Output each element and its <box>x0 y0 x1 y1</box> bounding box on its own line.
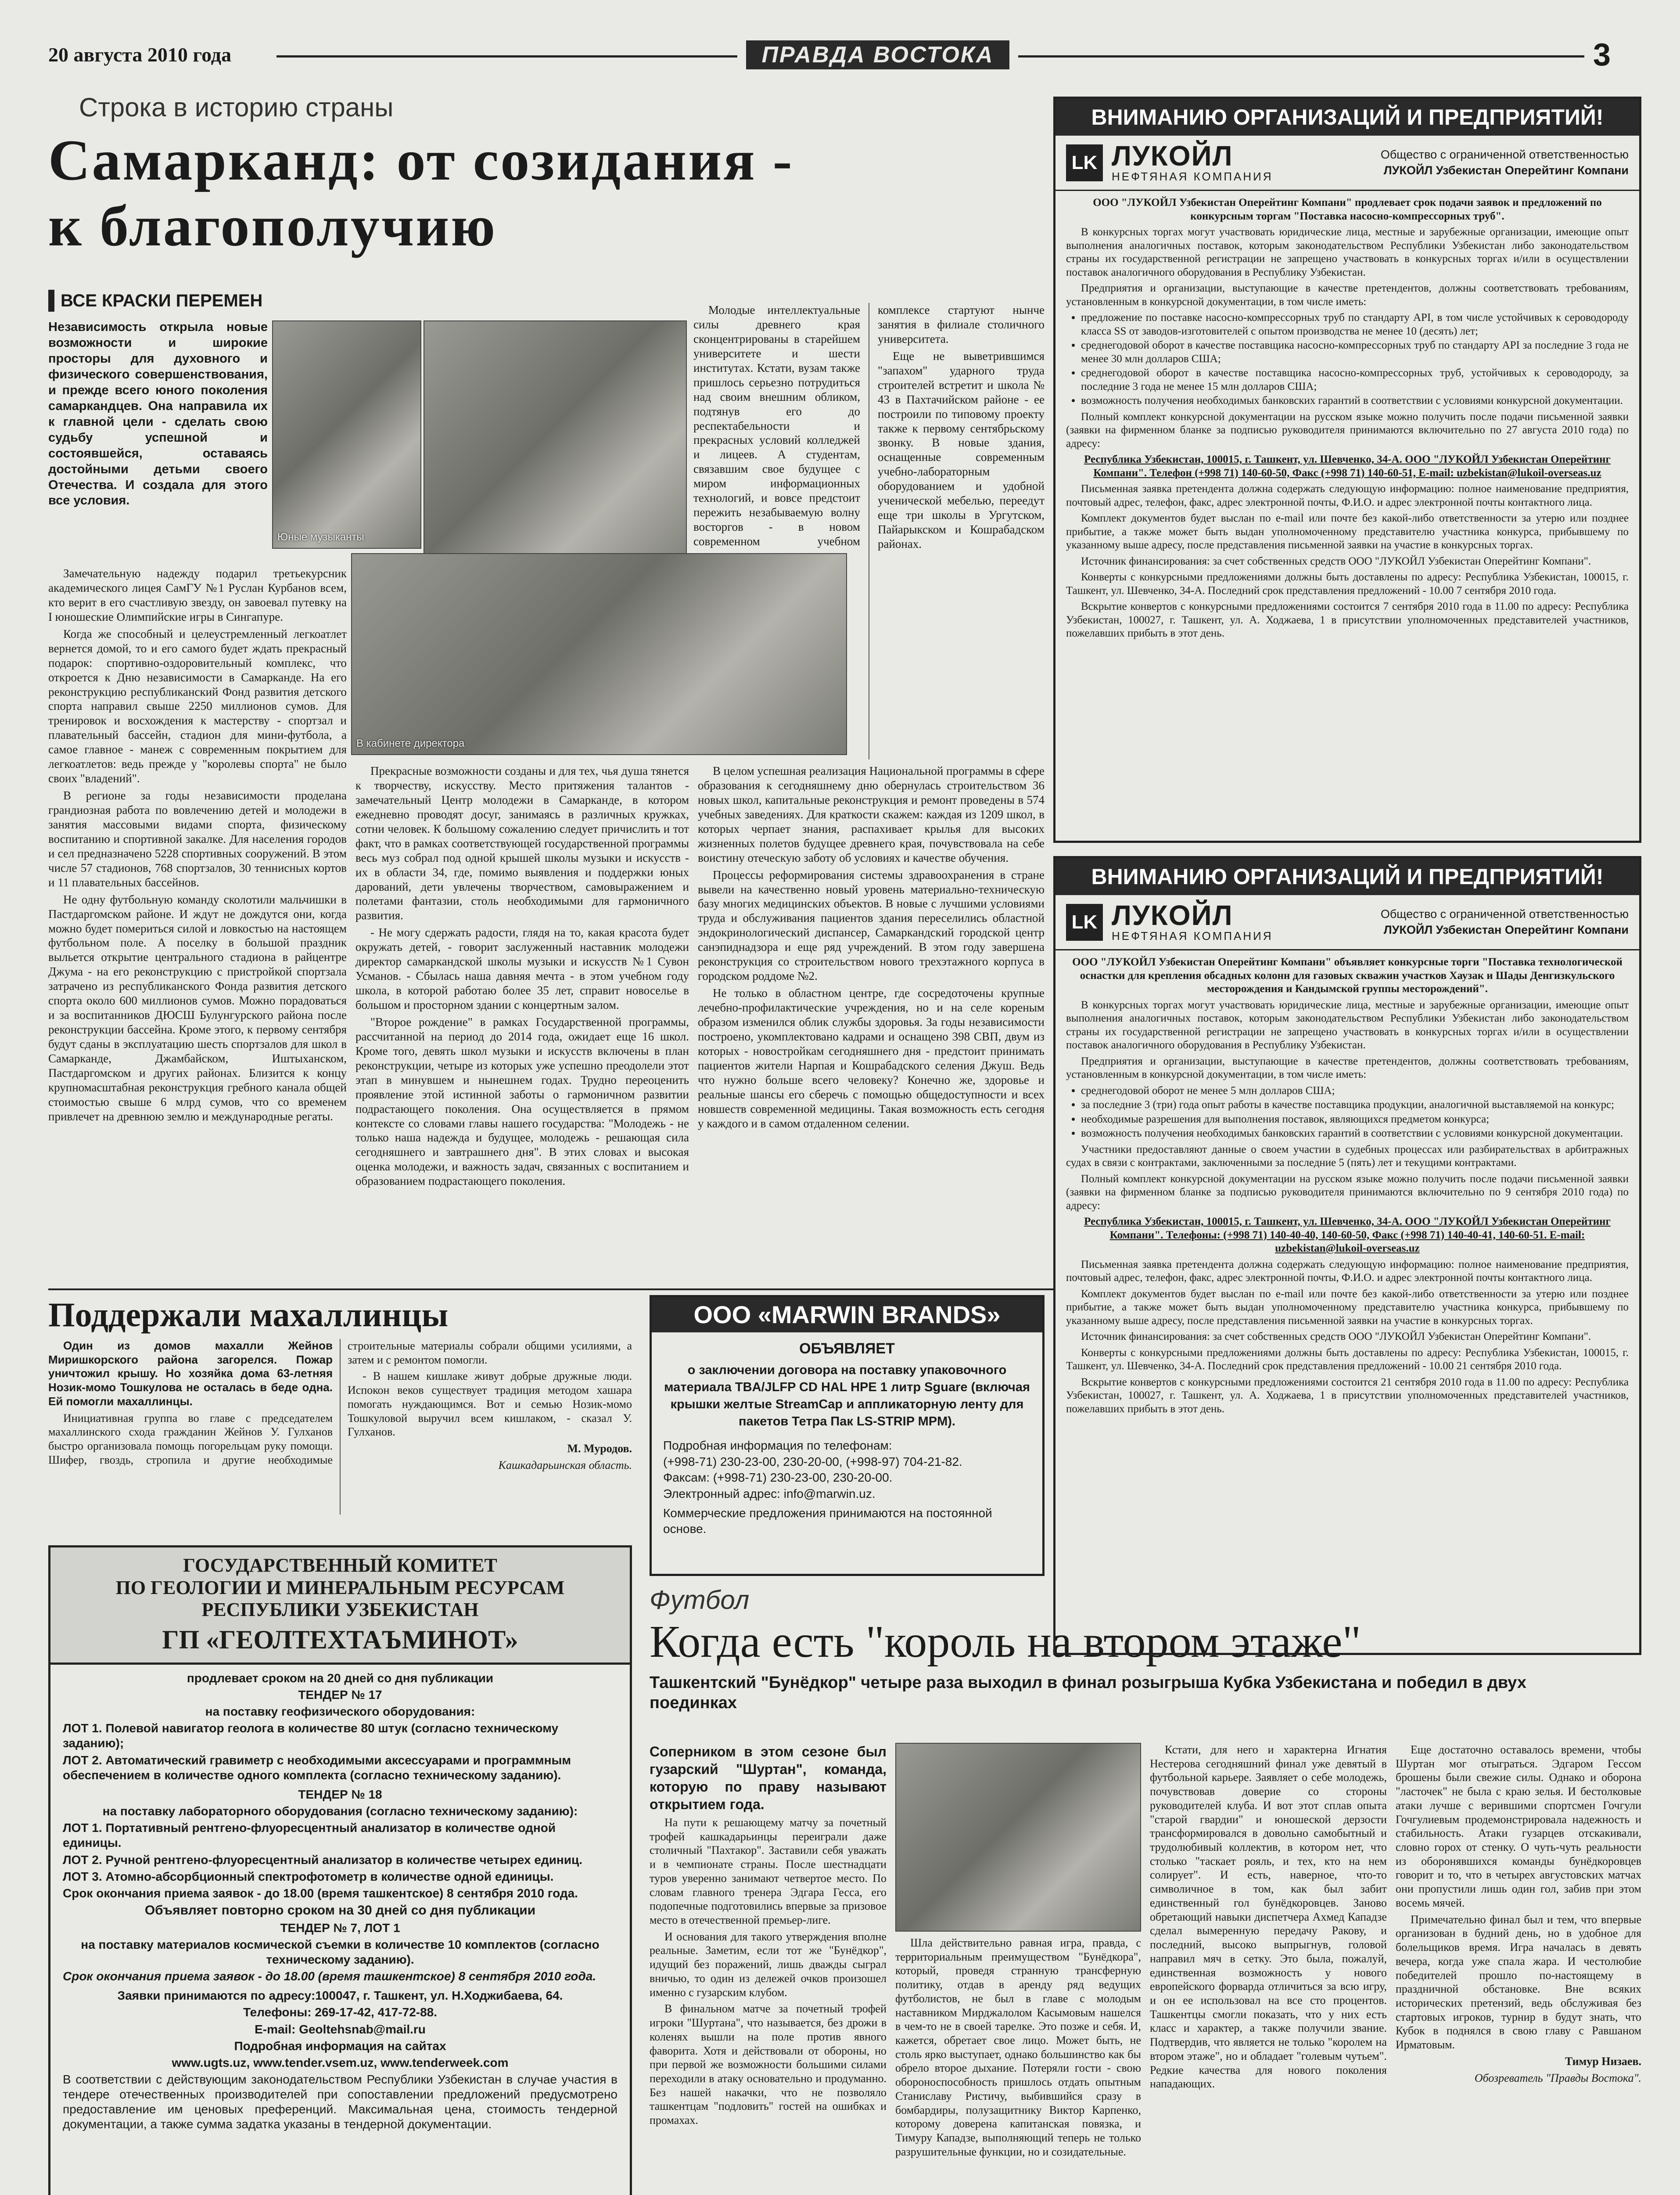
article-paragraph: Не одну футбольную команду сколотили мальчишки в Пастдаргомском районе. И ждут не дождутся они, когда можно будет помериться силой и ловкостью на настоящем футбольном поле. А поселку в большой праздник выльется открытие центрального стадиона в райцентре Джума - на его реконструкцию с пристройкой спортзала затрачено из республиканского Фонда развития детского спорта около 600 миллионов сумов. Можно порадоваться и за воспитанников ДЮСШ Булунгурского района после реконструкции бассейна. Кроме этого, к первому сентября будут сданы в эксплуатацию шесть спортзалов для школ в Самаркандe, Джамбайском, Иштыханском, Пастдаргомском и других районах. Близится к концу крупномасштабная реконструкция гребного канала общей стоимостью свыше 6 млрд сумов, что со временем привлечет на древнюю землю и международные регаты. <box>48 892 347 1123</box>
issue-date: 20 августа 2010 года <box>48 43 232 66</box>
marwin-announces: ОБЪЯВЛЯЕТ <box>799 1340 895 1357</box>
football-paragraph: В финальном матче за почетный трофей игроки "Шуртана", что называется, без дрожи в коленях вышли на поле против явного фаворита. Хотя и действовали от обороны, но при первой же возможности большими силами переходили в атаку основательно и продуманно. Без нашей накачки, что не позволяло ташкентцам "подловить" гостей на ошибках и промахах. <box>650 2002 887 2127</box>
geology-lot: ЛОТ 1. Портативный рентгено-флуоресцентный анализатор в количестве одной единицы. <box>63 1821 556 1850</box>
geology-lot: ЛОТ 1. Полевой навигатор геолога в количестве 80 штук (согласно техническому заданию); <box>63 1721 559 1750</box>
football-col4 <box>1396 1743 1641 2195</box>
paper-logo: ПРАВДА ВОСТОКА <box>746 40 1009 69</box>
football-title: Когда есть "король на втором этаже" <box>650 1616 1361 1667</box>
lukoil-1-paragraph: Письменная заявка претендента должна содержать следующую информацию: полное наименование предприятия, почтовый адрес, телефон, факс, адрес электронной почты, Ф.И.О. и адрес электронной почты контактного лица. <box>1066 483 1629 508</box>
article-paragraph: Замечательную надежду подарил третьекурсник академического лицея СамГУ №1 Руслан Курбанов всем, кто верит в его счастливую звезду, он завоевал путевку на I юношеские Олимпийские игры в Сингапуре. <box>48 567 347 623</box>
lukoil-1-company-name: ЛУКОЙЛ Узбекистан Оперейтинг Компани <box>1383 163 1629 177</box>
football-author: Тимур Низаев. <box>1565 2055 1641 2068</box>
lukoil-1-logo-name: ЛУКОЙЛ <box>1112 140 1233 172</box>
geology-lot: ЛОТ 2. Ручной рентгено-флуоресцентный анализатор в количестве четырех единиц. <box>63 1853 583 1867</box>
mahalla-title: Поддержали махаллинцы <box>48 1295 449 1334</box>
lukoil-2-banner: ВНИМАНИЮ ОРГАНИЗАЦИЙ И ПРЕДПРИЯТИЙ! <box>1055 858 1639 895</box>
marwin-phones: (+998-71) 230-23-00, 230-20-00, (+998-97) 704-21-82. <box>663 1454 962 1468</box>
lukoil-ad-1 <box>1053 97 1641 843</box>
marwin-fax: Факсам: (+998-71) 230-23-00, 230-20-00. <box>663 1471 893 1485</box>
lukoil-2-requirement: • возможность получения необходимых банковских гарантий в соответствии с условиями конкурсной документации. <box>1081 1127 1629 1141</box>
geology-announces2: Объявляет повторно сроком на 30 дней со дня публикации <box>144 1903 536 1918</box>
lukoil-2-company-name: ЛУКОЙЛ Узбекистан Оперейтинг Компани <box>1383 923 1629 936</box>
geology-deadline: Срок окончания приема заявок - до 18.00 (время ташкентское) 8 сентября 2010 года. <box>63 1886 578 1900</box>
lukoil-2-paragraph: Полный комплект конкурсной документации на русском языке можно получить после подачи письменной заявки (заявки на фирменном бланке за подписью руководителя принимаются включительно по 9 сентября 2010 года) по адресу: <box>1066 1173 1629 1212</box>
article-paragraph: Процессы реформирования системы здравоохранения в стране вывели на качественно новый уровень материально-техническую базу многих медицинских объектов. В новые с лучшими условиями труда и обслуживания пациентов здания переселились областной эндокринологический диспансер, Самаркандский городской центр санэпиднадзора и еще ряд учреждений. В этом году завершена реконструкция со строительством нового трехэтажного корпуса в городском роддоме №2. <box>698 868 1045 983</box>
football-team-photo <box>895 1743 1141 1932</box>
geology-tender17: ТЕНДЕР № 17 <box>298 1688 382 1702</box>
geology-tender-ad <box>48 1545 632 2195</box>
mahalla-article <box>48 1295 632 1541</box>
football-col2 <box>895 1936 1141 2195</box>
geology-lot: ЛОТ 2. Автоматический гравиметр с необходимыми аксессуарами и программным обеспечением в количестве одного комплекта (согласно техническому заданию). <box>63 1753 571 1782</box>
lukoil-1-requirement: • предложение по поставке насосно-компрессорных труб по стандарту API, в том числе устойчивых к сероводороду класса SS от заводов-изготовителей с опытом производства не менее 10 (десять) лет; <box>1081 311 1629 338</box>
lukoil-1-paragraph: Вскрытие конвертов с конкурсными предложениями состоится 7 сентября 2010 года в 11.00 по адресу: Республика Узбекистан, 100027, г. Ташкент, ул. А. Ходжаева, 1 в присутствии уполномоченных представителей участников, пожелавших прибыть в этот день. <box>1066 601 1629 639</box>
article-body-col2 <box>355 764 689 1282</box>
marwin-ad <box>650 1295 1045 1576</box>
article-paragraph: Еще не выветрившимся "запахом" ударного труда строителей встретит и школа № 43 в Пахтачийском районе - ее построили по типовому проекту также к первому сентябрьскому звонку. В новые здания, оснащенные современным учебно-лабораторным оборудованием и удобной ученической мебелью, переедут еще три школы в Ургутском, Пайарыкском и Кошрабадском районах. <box>878 349 1045 551</box>
football-paragraph: Шла действительно равная игра, правда, с территориальным преимуществом "Бунёдкора", который, проведя странную трансферную политику, отдав в аренду ряд ведущих футболистов, не был в главе с молодым наставником Мирджалолом Касымовым нашелся в чем-то не в своей тарелке. Это позже и себя. И, кажется, обретает свое лицо. Может быть, не столь ярко выступает, однако большинство как бы обрело второе дыхание. Потеряли гости - свою обороноспособность пришлось отдать опытным Станиславу Ристичу, выбившийся сразу в бомбардиры, полузащитнику Виктор Карпенко, которому доверена капитанская повязка, и Тимуру Кападзе, выполняющий теперь не только разрушительные функции, но и созидательные. <box>895 1936 1141 2158</box>
article-body-col1 <box>48 566 347 1282</box>
lukoil-1-paragraph: Конверты с конкурсными предложениями должны быть доставлены по адресу: Республика Узбекистан, 100015, г. Ташкент, ул. Шевченко, 34-А. Последний срок представления предложений - 10.00 7 сентября 2010 года. <box>1066 571 1629 597</box>
mahalla-paragraph: - В нашем кишлаке живут добрые дружные люди. Испокон веков существует традиция методом хашара помогать нуждающимся. Вот и семью Нозик-момо Тошкуловой выручил всем кишлаком, - сказал У. Гулханов. <box>348 1370 632 1439</box>
lukoil-1-paragraph: В конкурсных торгах могут участвовать юридические лица, местные и зарубежные организации, имеющие опыт выполнения аналогичных поставок, которым законодательством Республики Узбекистан либо законодательством страны их государственной регистрации не запрещено участвовать в конкурсных торгах и/или в осуществлении поставок аналогичного оборудования в Республику Узбекистан. <box>1066 226 1629 278</box>
football-paragraph: Еще достаточно оставалось времени, чтобы Шуртан мог отыграться. Эдгаром Гессом брошены были свежие силы. Однако и оборона "ласточек" не была с краю зелья. И бестолковые атаки лучше с верившими спортсмен Гочгули Гочгулиевым продемонстрировала надежность и стабильность. Атаки гузарцев отскакивали, словно горох от стенку. О чуть-чуть реальности из оборонявшихся команды бунёдкоровцев говорит и то, что в четырех августовских матчах они пропустили лишь один гол, забив при этом восемь мячей. <box>1396 1743 1641 1909</box>
football-lead: Соперником в этом сезоне был гузарский "Шуртан", команда, которую по праву называют открытием года. <box>650 1744 887 1812</box>
page-number: 3 <box>1593 37 1611 72</box>
article-title-line2: к благополучию <box>48 194 497 258</box>
lukoil-2-logo-name: ЛУКОЙЛ <box>1112 900 1233 931</box>
mahalla-region: Кашкадарьинская область. <box>498 1458 632 1472</box>
lukoil-2-paragraph: В конкурсных торгах могут участвовать юридические лица, местные и зарубежные организации, имеющие опыт выполнения аналогичных поставок, которым законодательством Республики Узбекистан либо законодательством страны их государственной регистрации не запрещено участвовать в конкурсных торгах и/или в осуществлении поставок аналогичного оборудования в Республику Узбекистан. <box>1066 999 1629 1051</box>
geology-header-2: ПО ГЕОЛОГИИ И МИНЕРАЛЬНЫМ РЕСУРСАМ <box>115 1576 565 1598</box>
football-paragraph: На пути к решающему матчу за почетный трофей кашкадарьинцы переиграли даже столичный "Пахтакор". Заставили себя уважать и в чемпионате страны. После шестнадцати туров уверенно занимают четвертое место. По словам главного тренера Эдгара Гесса, его подопечные подготовились впервые за призовое место в отечественной премьер-лиге. <box>650 1816 887 1927</box>
geology-lot: ЛОТ 3. Атомно-абсорбционный спектрофотометр в количестве одной единицы. <box>63 1869 554 1883</box>
article-paragraph: Когда же способный и целеустремленный легкоатлет вернется домой, то и его самого будет ждать прекрасный подарок: спортивно-оздоровительный комплекс, что откроется к Дню независимости в Самарканде. На его реконструкцию республиканский Фонд развития детского спорта направил свыше 2250 миллионов сумов. Для тренировок и восхождения к мастерству - спортзал и плавательный бассейн, стадион для мини-футбола, а самое главное - манеж с современным покрытием для легкоатлетов: ведь прежде у "королевы спорта" не было своих "владений". <box>48 627 347 785</box>
lukoil-2-requirement: • за последние 3 (три) года опыт работы в качестве поставщика продукции, аналогичной выставляемой на конкурс; <box>1081 1098 1629 1112</box>
geology-phones: Телефоны: 269-17-42, 417-72-88. <box>243 2005 438 2019</box>
article-paragraph: Не только в областном центре, где сосредоточены крупные лечебно-профилактические учреждения, но и на селе кореным образом изменился облик службы здоровья. За годы независимости построено, укомплектовано кадрами и оснащено 398 СВП, двум из которых - новостройкам сегодняшнего дня - предстоит принимать пациентов жители Нарпая и Кошрабадского селения Джуш. Ведь что нужно больше всего человеку? Конечно же, здоровье и реальные шансы его сберечь с помощью общедоступности и всех новшеств современной медицины. Такая возможность есть сегодня у каждого и в самом отдаленном селении. <box>698 986 1045 1130</box>
mahalla-paragraph: Один из домов махалли Жейнов Миришкорского района загорелся. Пожар уничтожил крышу. Но хозяйка дома 63-летняя Нозик-момо Тошкулова не осталась в беде одна. Ей помогли махаллинцы. <box>48 1339 333 1408</box>
lukoil-2-intro: ООО "ЛУКОЙЛ Узбекистан Оперейтинг Компани" объявляет конкурсные торги "Поставка технологической оснастки для крепления обсадных колонн для газовых скважин участков Хаузак и Шады Денгизкульского месторождения и Кандымской группы месторождений". <box>1072 956 1623 995</box>
article-paragraph: - Не могу сдержать радости, глядя на то, какая красота будет окружать детей, - говорит заслуженный наставник молодежи директор самаркандской школы музыки и искусств №1 Сувон Усманов. - Сбылась наша давняя мечта - в этом учебном году школа, в которой работаю более 35 лет, справит новоселье в большом и просторном здании с концертным залом. <box>355 926 689 1011</box>
geology-tender7-sub: на поставку материалов космической съемки в количестве 10 комплектов (согласно техническому заданию). <box>81 1937 599 1966</box>
article-paragraph: "Второе рождение" в рамках Государственной программы, рассчитанной на период до 2014 года, ожидает еще 16 школ. Кроме того, девять школ музыки и искусств включены в план реконструкции, четыре из которых уже успешно преодолели этот этап в минувшем и нынешнем годах. Трудно переоценить проявление этой истинной заботы о гармоничном развитии подрастающего поколения. Она осуществляется в прямом контексте со словами главы нашего государства: "Молодежь - не только наша надежда и будущее, молодежь - решающая сила сегодняшнего и завтрашнего дня". В этих словах и высокая оценка молодежи, и важность задач, связанных с воспитанием и образованием подрастающего поколения. <box>355 1015 689 1188</box>
lukoil-ad-2 <box>1053 856 1641 1655</box>
geology-sites: www.ugts.uz, www.tender.vsem.uz, www.tenderweek.com <box>172 2055 509 2069</box>
photo-musicians-boy: Юные музыканты <box>272 320 421 549</box>
geology-header-4: ГП «ГЕОЛТЕХТАЪМИНОТ» <box>162 1625 518 1654</box>
lukoil-2-paragraph: Участники предоставляют данные о своем участии в судебных процессах или разбирательствах в арбитражных судах в связи с контрактами, заключенными за последние 5 (пять) лет и текущими контрактами. <box>1066 1143 1629 1169</box>
article-lead-block <box>48 290 268 562</box>
article-subhead: ВСЕ КРАСКИ ПЕРЕМЕН <box>48 290 268 312</box>
lukoil-2-requirement: • среднегодовой оборот не менее 5 млн долларов США; <box>1081 1084 1629 1098</box>
geology-footer: В соответствии с действующим законодательством Республики Узбекистан в случае участия в тендере отечественных производителей при сопоставлении предложений предусмотрено предоставление им ценовых преференций. Максимальная цена, стоимость тендерной документации, а также сумма задатка указаны в тендерной документации. <box>63 2072 617 2131</box>
lukoil-1-paragraph: Предприятия и организации, выступающие в качестве претендентов, должны соответствовать требованиям, установленным в конкурсной документации, в том числе иметь: <box>1066 282 1629 308</box>
article-paragraph: В целом успешная реализация Национальной программы в сфере образования к сегодняшнему дню обернулась строительством 36 новых школ, капитальные реконструкция и ремонт проведены в 574 учебных заведениях. Для краткости скажем: каждая из 1209 школ, в которых черпает знания, распахивает крылья для высоких жизненных полетов будущее древнего края, почувствовала на себе воистину отеческую заботу об условиях и качестве обучения. <box>698 764 1045 864</box>
lukoil-1-paragraph: Источник финансирования: за счет собственных средств ООО "ЛУКОЙЛ Узбекистан Оперейтинг Компани". <box>1081 555 1591 567</box>
photo-violin-girls <box>424 320 687 584</box>
marwin-note: Коммерческие предложения принимаются на постоянной основе. <box>663 1506 992 1536</box>
lukoil-1-intro: ООО "ЛУКОЙЛ Узбекистан Оперейтинг Компани" продлевает срок подачи заявок и предложений по конкурсным торгам "Поставка насосно-компрессорных труб". <box>1093 197 1602 222</box>
lukoil-1-requirement: • возможность получения необходимых банковских гарантий в соответствии с условиями конкурсной документации. <box>1081 394 1629 408</box>
lukoil-2-paragraph: Комплект документов будет выслан по e-mail или почте без какой-либо ответственности за утерю или позднее прибытие, а также может быть выдан уполномоченному представителю участника конкурса, прибывшему по указанному выше адресу, после представления письменной заявки на участие в конкурсных торгах. <box>1066 1288 1629 1327</box>
lukoil-1-requirement: • среднегодовой оборот в качестве поставщика насосно-компрессорных труб, устойчивых к сероводороду, за последние 3 года не менее 15 млн долларов США; <box>1081 367 1629 393</box>
lukoil-2-logo-mark: LK <box>1066 904 1103 941</box>
mahalla-paragraph: Инициативная группа во главе с председателем махаллинского схода гражданин Жейнов У. Гулханов быстро организовала помощь погорельцам руку помощи. Шифер, гвоздь, стропила и другие необходимые строительные материалы собрали общими усилиями, а затем и с ремонтом помогли. <box>48 1339 632 1466</box>
geology-sites-label: Подробная информация на сайтах <box>234 2039 446 2053</box>
lukoil-1-paragraph: Полный комплект конкурсной документации на русском языке можно получить после подачи письменной заявки (заявки на фирменном бланке за подписью руководителя принимаются включительно по 27 августа 2010 года) по адресу: <box>1066 410 1629 450</box>
football-subtitle: Ташкентский "Бунёдкор" четыре раза выходил в финал розыгрыша Кубка Узбекистана и победил в двух поединках <box>650 1673 1527 1712</box>
football-author-title: Обозреватель "Правды Востока". <box>1474 2071 1641 2084</box>
marwin-email: Электронный адрес: info@marwin.uz. <box>663 1486 876 1501</box>
geology-tender18: ТЕНДЕР № 18 <box>298 1787 382 1801</box>
article-paragraph: Молодые интеллектуальные силы древнего края сконцентрированы в старейшем университете и шести институтах. Кстати, вузам также пришлось серьезно потрудиться над своим внешним обликом, подтянув его до респектабельности и прекрасных условий колледжей и лицеев. А студентам, связавшим свое будущее с миром информационных технологий, и вовсе предстоит пережить незабываемую волну восторгов - в новом современном учебном комплексе стартуют нынче занятия в филиале столичного университета. <box>693 303 1045 548</box>
geology-header-3: РЕСПУБЛИКИ УЗБЕКИСТАН <box>201 1599 479 1621</box>
article-lead: Независимость открыла новые возможности и широкие просторы для духовного и физического совершенствования, и прежде всего юного поколения самаркандцев. Она направила их к главной цели - сделать свою судьбу успешной и состоявшейся, оставаясь достойными детьми своего Отечества. И создала для этого все условия. <box>48 320 268 508</box>
lukoil-2-paragraph: Конверты с конкурсными предложениями должны быть доставлены по адресу: Республика Узбекистан, 100015, г. Ташкент, ул. Шевченко, 34-А. Последний срок представления предложений - 10.00 21 сентября 2010 года. <box>1066 1346 1629 1372</box>
geology-tender18-sub: на поставку лабораторного оборудования (согласно техническому заданию): <box>102 1804 578 1818</box>
lukoil-2-company-type: Общество с ограниченной ответственностью <box>1380 907 1629 921</box>
lukoil-1-address: Республика Узбекистан, 100015, г. Ташкент, ул. Шевченко, 34-А. ООО "ЛУКОЙЛ Узбекистан Оперейтинг Компани". Телефон (+998 71) 140-60-50, Факс (+998 71) 140-60-51, E-mail: uzbekistan@lukoil-overseas.uz <box>1084 453 1611 479</box>
lukoil-2-paragraph: Вскрытие конвертов с конкурсными предложениями состоится 21 сентября 2010 года в 11.00 по адресу: Республика Узбекистан, 100027, г. Ташкент, ул. А. Ходжаева, 1 в присутствии уполномоченных представителей участников, пожелавших прибыть в этот день. <box>1066 1376 1629 1415</box>
geology-extends: продлевает сроком на 20 дней со дня публикации <box>187 1671 494 1685</box>
article-body-col3 <box>698 764 1045 1282</box>
article-title <box>48 127 1036 277</box>
masthead <box>48 37 1619 72</box>
article-rubric: Строка в историю страны <box>79 93 394 122</box>
marwin-info-label: Подробная информация по телефонам: <box>663 1439 892 1453</box>
article-title-line1: Самарканд: от созидания - <box>48 128 794 192</box>
lukoil-1-logo-mark: LK <box>1066 144 1103 181</box>
lukoil-2-paragraph: Предприятия и организации, выступающие в качестве претендентов, должны соответствовать требованиям, установленным в конкурсной документации, в том числе иметь: <box>1066 1055 1629 1080</box>
geology-tender7: ТЕНДЕР № 7, ЛОТ 1 <box>280 1921 400 1935</box>
geology-address: Заявки принимаются по адресу:100047, г. Ташкент, ул. Н.Ходжибаева, 64. <box>117 1989 563 2003</box>
article-paragraph: В регионе за годы независимости проделана грандиозная работа по вовлечению детей и молодежи в занятия массовыми видами спорта, физическому воспитанию и спортивной закалке. Для населения городов и сел предназначено 5228 спортивных сооружений. В этом числе 57 стадионов, 768 спортзалов, 30 теннисных кортов и 11 плавательных бассейнов. <box>48 789 347 889</box>
geology-deadline: Срок окончания приема заявок - до 18.00 (время ташкентское) 8 сентября 2010 года. <box>63 1969 596 1983</box>
marwin-header: ООО «MARWIN BRANDS» <box>652 1297 1042 1332</box>
football-paragraph: Примечательно финал был и тем, что впервые организован в будний день, но в удобное для болельщиков время. Игра началась в девять вечера, когда уже спала жара. И честолюбие победителей прошло по-настоящему в праздничной обстановке. Вне всяких исторических претензий, ведь обслуживая без стартовых игроков, турнир в будут знать, что Кубок в поднялся в свою главу с Равшаном Ирматовым. <box>1396 1913 1641 2051</box>
football-col3 <box>1150 1743 1387 2195</box>
football-col1 <box>650 1743 887 2195</box>
lukoil-2-logo <box>1066 901 1273 943</box>
lukoil-2-requirement: • необходимые разрешения для выполнения поставок, являющихся предметом конкурса; <box>1081 1113 1629 1126</box>
lukoil-1-logo <box>1066 142 1273 184</box>
lukoil-2-paragraph: Письменная заявка претендента должна содержать следующую информацию: полное наименование предприятия, почтовый адрес, телефон, факс, адрес электронной почты, Ф.И.О. и адрес электронной почты контактного лица. <box>1066 1258 1629 1284</box>
article-paragraph: Прекрасные возможности созданы и для тех, чья душа тянется к творчеству, искусству. Место притяжения талантов - замечательный Центр молодежи в Самарканде, в котором ежедневно проводят досуг, занимаясь в различных кружках, сотни человек. К большому сожалению следует причислить и тот факт, что в рамках соответствующей государственной программы весь муз собрал под одной крышей школы музыки и искусств - их в области 34, где, помимо выявления и поддержки юных дарований, дети увлечены творчеством, самовыражением и полетами фантазии, столь необходимыми для гармоничного развития. <box>355 764 689 922</box>
lukoil-1-banner: ВНИМАНИЮ ОРГАНИЗАЦИЙ И ПРЕДПРИЯТИЙ! <box>1055 99 1639 136</box>
lukoil-2-logo-sub: НЕФТЯНАЯ КОМПАНИЯ <box>1112 929 1273 943</box>
geology-header-1: ГОСУДАРСТВЕННЫЙ КОМИТЕТ <box>183 1554 497 1576</box>
football-rubric: Футбол <box>650 1585 750 1615</box>
lukoil-1-logo-sub: НЕФТЯНАЯ КОМПАНИЯ <box>1112 170 1273 183</box>
article-body-top-right <box>693 303 1045 759</box>
lukoil-2-paragraph: Источник финансирования: за счет собственных средств ООО "ЛУКОЙЛ Узбекистан Оперейтинг Компани". <box>1081 1331 1591 1342</box>
geology-email: E-mail: Geoltehsnab@mail.ru <box>255 2022 426 2036</box>
football-paragraph: Кстати, для него и характерна Игнатия Нестерова сегодняшний финал уже девятый в футбольной карьере. Заявляет о себе молодежь, почувствовав доверие со стороны руководителей клуба. И вот этот сплав опыта "старой гвардии" и юношеской дерзости трансформировался в довольно самобытный и трудолюбивый коллектив, в котором нет, что столько "таскает рояль, и тех, кто на нем солирует". И есть, наверное, что-то символичное в том, как был забит единственный гол бунёдкоровцев. Заново обретающий навыки диспетчера Ахмед Кападзе сделал вымеренную передачу Ракову, и последний, высоко выпрыгнув, головой направил мяч в сетку. Это была, пожалуй, единственная возможность у нового европейского форварда отличиться за всю игру, и он ее использовал на все сто процентов. Ташкентцы смогли показать, что у них есть класс и характер, а также получили звание. Подтвердив, что является не только "королем на втором этаже", но и обладает "голевым чутьем". Редкие качества для нового поколения нападающих. <box>1150 1743 1387 2091</box>
geology-tender17-sub: на поставку геофизического оборудования: <box>205 1705 475 1719</box>
lukoil-1-paragraph: Комплект документов будет выслан по e-mail или почте без какой-либо ответственности за утерю или позднее прибытие, а также может быть выдан уполномоченному представителю участника конкурса, прибывшему по указанному выше адресу, после представления письменной заявки на участие в конкурсных торгах. <box>1066 512 1629 551</box>
football-article <box>650 1585 1641 2195</box>
photo-director-office: В кабинете директора <box>351 553 847 755</box>
lukoil-2-address: Республика Узбекистан, 100015, г. Ташкент, ул. Шевченко, 34-А. ООО "ЛУКОЙЛ Узбекистан Оперейтинг Компани". Телефоны: (+998 71) 140-40-40, 140-60-50, Факс (+998 71) 140-40-41, 140-60-51. E-mail: uzbekistan@lukoil-overseas.uz <box>1084 1216 1611 1254</box>
mahalla-author: М. Муродов. <box>567 1442 632 1455</box>
lukoil-1-requirement: • среднегодовой оборот в качестве поставщика насосно-компрессорных труб по стандарту API за последние 3 года не менее 30 млн долларов США; <box>1081 339 1629 366</box>
lukoil-1-company-type: Общество с ограниченной ответственностью <box>1380 148 1629 162</box>
football-paragraph: И основания для такого утверждения вполне реальные. Заметим, если тот же "Бунёдкор", идущий без поражений, лишь дважды сыграл вничью, то один из дележей очков произошел именно с гузарским клубом. <box>650 1930 887 1999</box>
marwin-body: о заключении договора на поставку упаковочного материала TBA/JLFP CD HAL HPE 1 литр Sguare (включая крышки желтые StreamCap и аппликаторную ленту для пакетов Тетра Пак LS-STRIP MPM). <box>664 1363 1030 1429</box>
